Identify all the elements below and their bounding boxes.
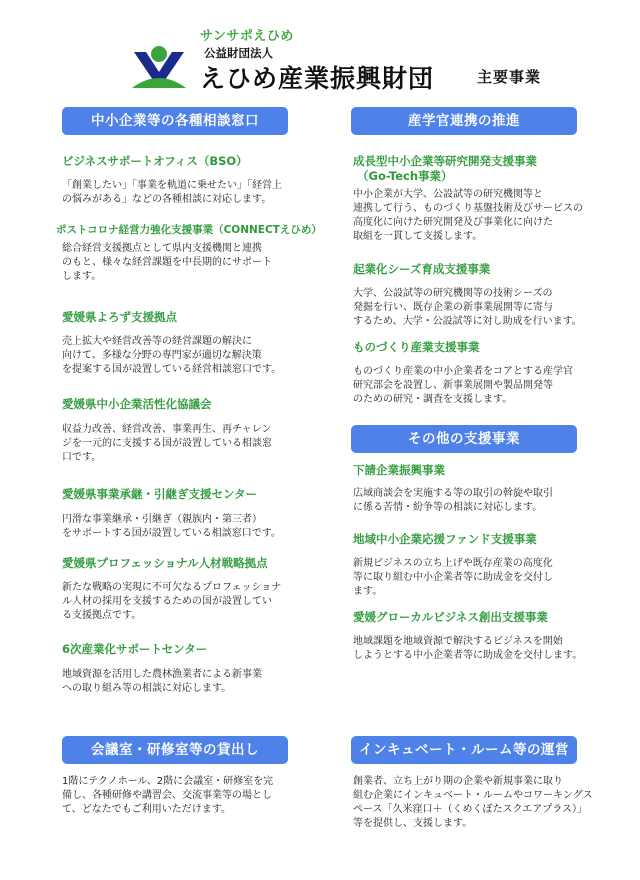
item-heading: 下請企業振興事業 <box>353 463 445 477</box>
item-text: 総合経営支援拠点として県内支援機関と連携 のもと、様々な経営課題を中長期的にサポート します。 <box>62 243 272 282</box>
item-text: 大学、公設試等の研究機関等の技術シーズの 発掘を行い、既存企業の新事業展開等に寄与 するため、大学・公設試等に対し助成を行います。 <box>353 288 582 327</box>
item-heading: ものづくり産業支援事業 <box>353 340 480 354</box>
item-text: 地域資源を活用した農林漁業者による新事業 への取り組み等の相談に対応します。 <box>62 669 262 694</box>
item-heading: 地域中小企業応援ファンド支援事業 <box>353 532 537 546</box>
tagline: サンサポえひめ <box>200 29 294 44</box>
item-text: 中小企業が大学、公設試等の研究機関等と 連携して行う、ものづくり基盤技術及びサービスの 高度化に向けた研究開発及び事業化に向けた 取組を一貫して支援します。 <box>353 189 583 242</box>
item-text: 収益力改善、経営改善、事業再生、再チャレン ジを一元的に支援する国が設置している相談窓 口です。 <box>62 424 272 463</box>
item-heading: 6次産業化サポートセンター <box>62 642 208 656</box>
item-text: 新規ビジネスの立ち上げや既存産業の高度化 等に取り組む中小企業者等に助成金を交付し ます。 <box>353 558 553 597</box>
item-heading: 愛媛県プロフェッショナル人材戦略拠点 <box>62 556 268 570</box>
item-text: 新たな戦略の実現に不可欠なるプロフェッショナ ル人材の採用を支援するための国が設置してい る支援拠点です。 <box>62 582 282 621</box>
item-heading: 愛媛グローカルビジネス創出支援事業 <box>353 610 548 624</box>
section-incubation-title: インキュベート・ルーム等の運営 <box>351 736 577 764</box>
org-name: えひめ産業振興財団 <box>200 64 435 93</box>
item-text: ものづくり産業の中小企業者をコアとする産学官 研究部会を設置し、新事業展開や製品開発等 のための研究・調査を支援します。 <box>353 366 573 405</box>
section-other-support-title: その他の支援事業 <box>351 425 577 453</box>
item-text: 円滑な事業継承・引継ぎ（親族内・第三者） をサポートする国が設置している相談窓口です。 <box>62 514 281 539</box>
item-heading: 愛媛県中小企業活性化協議会 <box>62 397 212 411</box>
item-heading: ポストコロナ経営力強化支援事業（CONNECTえひめ） <box>56 224 322 236</box>
item-text: 地域課題を地域資源で解決するビジネスを開始 しようとする中小企業者等に助成金を交付します。 <box>353 636 583 661</box>
item-heading: 愛媛県よろず支援拠点 <box>62 310 177 324</box>
incubation-text: 創業者、立ち上がり期の企業や新規事業に取り 組む企業にインキュベート・ルームやコワーキングス ペース「久米窪口＋（くめくぼたスクエアプラス）」 等を提供し、支援します。 <box>353 776 593 829</box>
item-text: 広域商談会を実施する等の取引の斡旋や取引 に係る苦情・紛争等の相談に対応します。 <box>353 488 553 513</box>
foundation-logo-icon <box>130 42 188 90</box>
item-heading-sub: （Go-Tech事業） <box>357 169 453 183</box>
item-text: 「創業したい」「事業を軌道に乗せたい」「経営上 の悩みがある」などの各種相談に対応します。 <box>62 180 282 205</box>
room-rental-text: 1階にテクノホール、2階に会議室・研修室を完 備し、各種研修や講習会、交流事業等の場とし て、どなたでもご利用いただけます。 <box>62 776 274 815</box>
item-heading: 成長型中小企業等研究開発支援事業 <box>353 154 537 168</box>
item-text: 売上拡大や経営改善等の経営課題の解決に 向けて、多様な分野の専門家が適切な解決策 を提案する国が設置している経営相談窓口です。 <box>62 336 282 375</box>
item-heading: 起業化シーズ育成支援事業 <box>353 262 491 276</box>
main-business-title: 主要事業 <box>477 68 542 86</box>
section-consultation-title: 中小企業等の各種相談窓口 <box>62 107 288 135</box>
org-type: 公益財団法人 <box>204 46 273 60</box>
section-room-rental-title: 会議室・研修室等の貸出し <box>62 736 288 764</box>
section-collaboration-title: 産学官連携の推進 <box>351 107 577 135</box>
item-heading: ビジネスサポートオフィス（BSO） <box>62 154 248 168</box>
item-heading: 愛媛県事業承継・引継ぎ支援センター <box>62 487 258 501</box>
